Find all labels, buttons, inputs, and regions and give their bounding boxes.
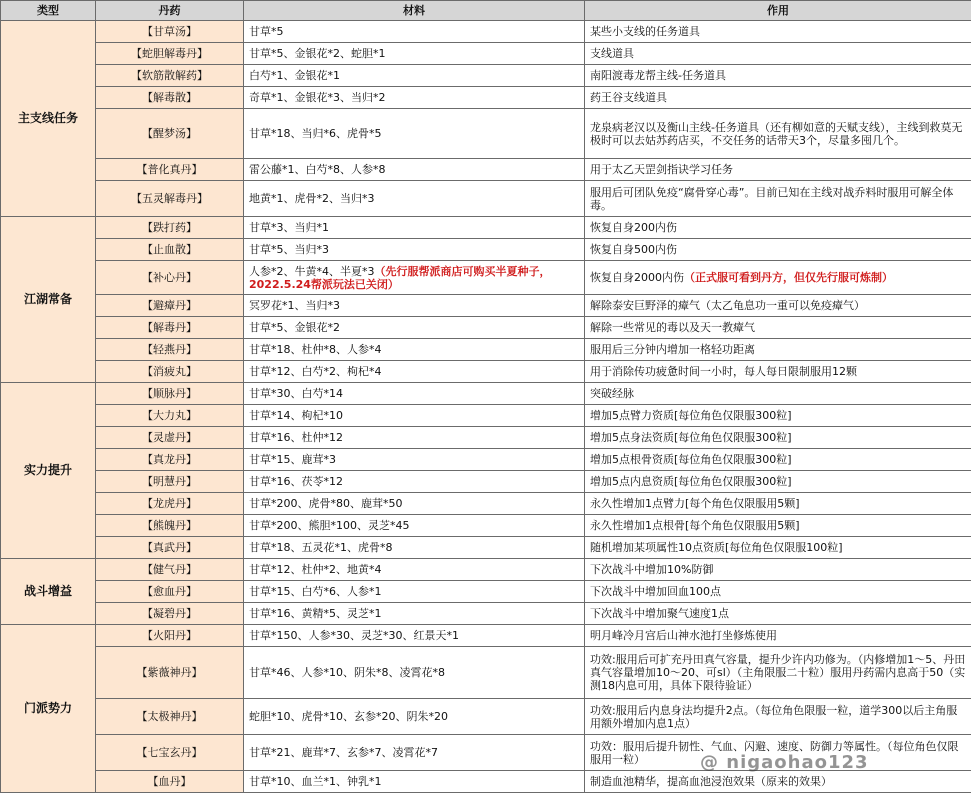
- pill-name: 【轻燕丹】: [96, 339, 244, 361]
- pill-effect: 随机增加某项属性10点资质[每位角色仅限服100粒]: [585, 537, 971, 559]
- table-row: [1, 159, 971, 181]
- table-row: [1, 735, 971, 771]
- pill-effect: 龙泉病老汉以及衡山主线-任务道具（还有柳如意的天赋支线），主线到救莫无极时可以去姑苏药店买，不交任务的话带天3个，尽量多囤几个。: [585, 109, 971, 159]
- pill-materials: 甘草*15、白芍*6、人参*1: [244, 581, 585, 603]
- pill-effect: 永久性增加1点臂力[每个角色仅限服用5颗]: [585, 493, 971, 515]
- table-row: [1, 65, 971, 87]
- table-row: [1, 383, 971, 405]
- pill-effect: 支线道具: [585, 43, 971, 65]
- header-materials: 材料: [244, 1, 585, 21]
- effect-text: 恢复自身2000内伤: [590, 271, 684, 284]
- pill-effect: 突破经脉: [585, 383, 971, 405]
- pill-materials: 甘草*10、血兰*1、钟乳*1: [244, 771, 585, 793]
- table-row: [1, 109, 971, 159]
- table-row: [1, 699, 971, 735]
- pill-materials: 甘草*5、金银花*2、蛇胆*1: [244, 43, 585, 65]
- table-row: [1, 87, 971, 109]
- pill-name: 【软筋散解药】: [96, 65, 244, 87]
- pill-materials: 甘草*3、当归*1: [244, 217, 585, 239]
- pill-materials: 奇草*1、金银花*3、当归*2: [244, 87, 585, 109]
- pill-materials: 甘草*18、五灵花*1、虎骨*8: [244, 537, 585, 559]
- pill-name: 【七宝玄丹】: [96, 735, 244, 771]
- table-row: [1, 239, 971, 261]
- pill-materials: 甘草*12、杜仲*2、地黄*4: [244, 559, 585, 581]
- table-row: [1, 493, 971, 515]
- pill-effect: 下次战斗中增加聚气速度1点: [585, 603, 971, 625]
- pill-name: 【凝碧丹】: [96, 603, 244, 625]
- pill-materials: 甘草*18、杜仲*8、人参*4: [244, 339, 585, 361]
- category-main: 主支线任务: [1, 21, 96, 217]
- pill-name: 【灵虚丹】: [96, 427, 244, 449]
- pill-effect: 服用后三分钟内增加一格轻功距离: [585, 339, 971, 361]
- pill-materials: 甘草*21、鹿茸*7、玄参*7、凌霄花*7: [244, 735, 585, 771]
- pill-name: 【补心丹】: [96, 261, 244, 295]
- pill-name: 【血丹】: [96, 771, 244, 793]
- pill-name: 【解毒散】: [96, 87, 244, 109]
- pill-name: 【甘草汤】: [96, 21, 244, 43]
- pill-name: 【醒梦汤】: [96, 109, 244, 159]
- pill-effect: 某些小支线的任务道具: [585, 21, 971, 43]
- table-row: [1, 449, 971, 471]
- table-row: [1, 317, 971, 339]
- pill-effect: 功效：服用后提升韧性、气血、闪避、速度、防御力等属性。（每位角色仅限服用一粒）: [585, 735, 971, 771]
- pill-name: 【龙虎丹】: [96, 493, 244, 515]
- pill-materials: [244, 261, 585, 295]
- pill-effect: 下次战斗中增加回血100点: [585, 581, 971, 603]
- table-row: [1, 43, 971, 65]
- pill-name: 【熊魄丹】: [96, 515, 244, 537]
- category-combat: 战斗增益: [1, 559, 96, 625]
- pill-name: 【消疲丸】: [96, 361, 244, 383]
- pill-name: 【普化真丹】: [96, 159, 244, 181]
- pill-materials: 甘草*200、熊胆*100、灵芝*45: [244, 515, 585, 537]
- pill-effect: 解除泰安巨野泽的瘴气（太乙龟息功一重可以免疫瘴气）: [585, 295, 971, 317]
- table-row: [1, 647, 971, 699]
- pill-materials: 甘草*5: [244, 21, 585, 43]
- pill-materials: 冥罗花*1、当归*3: [244, 295, 585, 317]
- pill-effect: 增加5点臂力资质[每位角色仅限服300粒]: [585, 405, 971, 427]
- materials-text: 人参*2、牛黄*4、半夏*3: [249, 264, 375, 278]
- pill-name: 【明慧丹】: [96, 471, 244, 493]
- pill-effect: 功效:服用后内息身法均提升2点。（每位角色限服一粒，道学300以后主角服用额外增加内息1点）: [585, 699, 971, 735]
- pill-name: 【真龙丹】: [96, 449, 244, 471]
- pill-effect: 南阳渡毒龙帮主线-任务道具: [585, 65, 971, 87]
- table-row: [1, 427, 971, 449]
- table-row: [1, 405, 971, 427]
- table-row: [1, 581, 971, 603]
- header-category: 类型: [1, 1, 96, 21]
- pill-effect: 用于消除传功疲惫时间一小时，每人每日限制服用12颗: [585, 361, 971, 383]
- header-pill: 丹药: [96, 1, 244, 21]
- pill-effect: 明月峰冷月宫后山神水池打坐修炼使用: [585, 625, 971, 647]
- pill-name: 【蛇胆解毒丹】: [96, 43, 244, 65]
- watermark: @ nigaohao123: [700, 752, 869, 773]
- table-row: [1, 361, 971, 383]
- table-row: [1, 471, 971, 493]
- pill-materials: 甘草*30、白芍*14: [244, 383, 585, 405]
- pill-materials: 甘草*16、茯苓*12: [244, 471, 585, 493]
- pill-materials: 甘草*12、白芍*2、枸杞*4: [244, 361, 585, 383]
- pill-effect: 增加5点内息资质[每位角色仅限服300粒]: [585, 471, 971, 493]
- pill-effect: 解除一些常见的毒以及天一教瘴气: [585, 317, 971, 339]
- pill-name: 【止血散】: [96, 239, 244, 261]
- table-row: [1, 559, 971, 581]
- pill-name: 【愈血丹】: [96, 581, 244, 603]
- pill-materials: 甘草*5、金银花*2: [244, 317, 585, 339]
- pill-effect: 服用后可团队免疫“腐骨穿心毒”。目前已知在主线对战乔料时服用可解全体毒。: [585, 181, 971, 217]
- table-row: [1, 625, 971, 647]
- pill-effect: 永久性增加1点根骨[每个角色仅限服用5颗]: [585, 515, 971, 537]
- pill-effect: 制造血池精华，提高血池浸泡效果（原来的效果）: [585, 771, 971, 793]
- table-row: [1, 537, 971, 559]
- table-row: [1, 295, 971, 317]
- pill-effect: 下次战斗中增加10%防御: [585, 559, 971, 581]
- pill-name: 【跌打药】: [96, 217, 244, 239]
- pill-materials: 蛇胆*10、虎骨*10、玄参*20、阴朱*20: [244, 699, 585, 735]
- pill-materials: 甘草*14、枸杞*10: [244, 405, 585, 427]
- category-sect: 门派势力: [1, 625, 96, 793]
- pill-materials: 甘草*46、人参*10、阴朱*8、凌霄花*8: [244, 647, 585, 699]
- pill-materials: 甘草*16、杜仲*12: [244, 427, 585, 449]
- pill-name: 【五灵解毒丹】: [96, 181, 244, 217]
- table-row: [1, 603, 971, 625]
- category-power: 实力提升: [1, 383, 96, 559]
- materials-note: （先行服帮派商店可购买半夏种子，2022.5.24帮派玩法已关闭）: [249, 264, 551, 291]
- pill-materials: 甘草*15、鹿茸*3: [244, 449, 585, 471]
- category-jianghu: 江湖常备: [1, 217, 96, 383]
- pill-effect: [585, 261, 971, 295]
- pill-effect: 增加5点身法资质[每位角色仅限服300粒]: [585, 427, 971, 449]
- table-row: [1, 771, 971, 793]
- pill-materials: 甘草*150、人参*30、灵芝*30、红景天*1: [244, 625, 585, 647]
- pill-materials: 甘草*200、虎骨*80、鹿茸*50: [244, 493, 585, 515]
- pill-effect: 药王谷支线道具: [585, 87, 971, 109]
- pill-name: 【避瘴丹】: [96, 295, 244, 317]
- pill-name: 【紫薇神丹】: [96, 647, 244, 699]
- pill-name: 【健气丹】: [96, 559, 244, 581]
- header-effect: 作用: [585, 1, 971, 21]
- pill-name: 【顺脉丹】: [96, 383, 244, 405]
- table-header-row: [1, 1, 971, 21]
- table-row: [1, 181, 971, 217]
- pill-materials: 甘草*16、黄精*5、灵芝*1: [244, 603, 585, 625]
- table-row: [1, 339, 971, 361]
- pill-name: 【解毒丹】: [96, 317, 244, 339]
- pill-name: 【真武丹】: [96, 537, 244, 559]
- pill-effect: 恢复自身500内伤: [585, 239, 971, 261]
- pill-materials: 雷公藤*1、白芍*8、人参*8: [244, 159, 585, 181]
- table-row: [1, 515, 971, 537]
- effect-note: （正式服可看到丹方，但仅先行服可炼制）: [684, 271, 893, 284]
- table-row: [1, 21, 971, 43]
- pill-effect: 用于太乙天罡剑指诀学习任务: [585, 159, 971, 181]
- pill-materials: 地黄*1、虎骨*2、当归*3: [244, 181, 585, 217]
- pill-name: 【太极神丹】: [96, 699, 244, 735]
- table-row: [1, 217, 971, 239]
- pill-effect: 功效:服用后可扩充丹田真气容量，提升少许内功修为。（内修增加1～5、丹田真气容量增加10～20、可sl）（主角限服二十粒）服用丹药需内息高于50（实测18内息可用，具体下限待验证）: [585, 647, 971, 699]
- pill-effect: 恢复自身200内伤: [585, 217, 971, 239]
- pill-materials: 甘草*18、当归*6、虎骨*5: [244, 109, 585, 159]
- pill-materials: 甘草*5、当归*3: [244, 239, 585, 261]
- table-row: [1, 261, 971, 295]
- pill-name: 【火阳丹】: [96, 625, 244, 647]
- pill-materials: 白芍*1、金银花*1: [244, 65, 585, 87]
- pill-name: 【大力丸】: [96, 405, 244, 427]
- pill-effect: 增加5点根骨资质[每位角色仅限服300粒]: [585, 449, 971, 471]
